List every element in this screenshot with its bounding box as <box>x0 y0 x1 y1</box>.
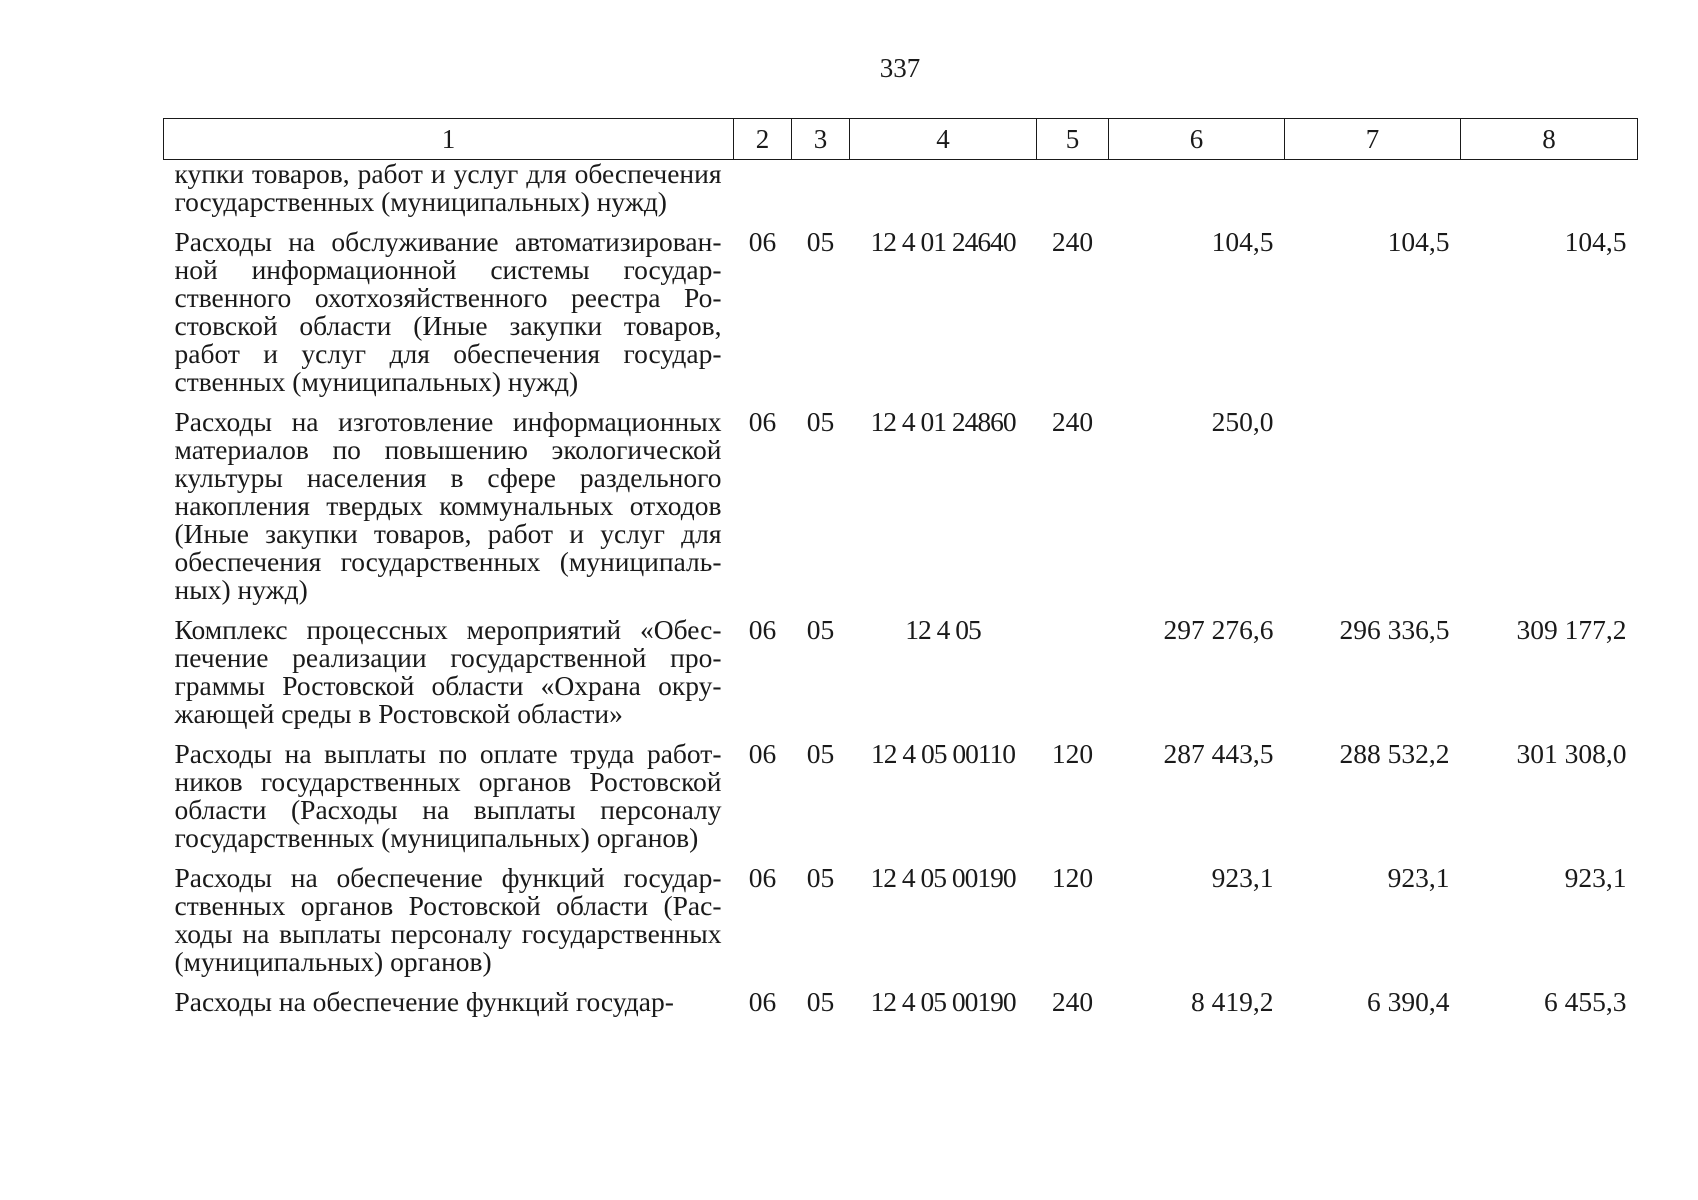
row-section: 06 <box>748 406 777 437</box>
row-target-code: 12 4 01 24640 <box>870 226 1016 257</box>
row-section <box>734 160 792 229</box>
table-row <box>164 616 1638 740</box>
table-header <box>164 119 1638 160</box>
row-amount-col-6: 923,1 <box>1211 862 1274 893</box>
row-expense-type: 120 <box>1051 738 1094 769</box>
row-target-code: 12 4 05 00190 <box>870 986 1016 1017</box>
row-section: 06 <box>748 226 777 257</box>
row-amount-col-7: 104,5 <box>1387 226 1450 257</box>
row-amount-col-6: 297 276,6 <box>1163 614 1274 645</box>
row-expense-type: 240 <box>1051 406 1094 437</box>
row-amount-col-8: 6 455,3 <box>1544 986 1627 1017</box>
row-amount-col-8 <box>1461 408 1638 616</box>
page-number: 337 <box>879 53 921 83</box>
header-col-3: 3 <box>792 119 850 160</box>
row-section: 06 <box>748 738 777 769</box>
header-col-5: 5 <box>1037 119 1109 160</box>
table-row <box>164 988 1638 1028</box>
row-section: 06 <box>748 986 777 1017</box>
row-amount-col-7 <box>1285 408 1461 616</box>
row-target-code <box>850 160 1037 229</box>
row-description: купки товаров, работ и услуг для обеспечения государственных (муниципальных) нужд) <box>174 158 722 217</box>
row-amount-col-6 <box>1109 160 1285 229</box>
row-amount-col-8: 923,1 <box>1564 862 1627 893</box>
row-description: Комплекс процессных мероприятий «Обеспечение реализации государственной программы Ростовской области «Охрана окружающей среды в Ростовской области» <box>174 614 722 729</box>
budget-table <box>163 118 1638 1028</box>
header-col-7: 7 <box>1285 119 1461 160</box>
row-amount-col-7 <box>1285 160 1461 229</box>
row-amount-col-7: 923,1 <box>1387 862 1450 893</box>
row-subsection: 05 <box>806 226 835 257</box>
table-row <box>164 740 1638 864</box>
row-expense-type: 240 <box>1051 986 1094 1017</box>
row-subsection: 05 <box>806 986 835 1017</box>
header-col-8: 8 <box>1461 119 1638 160</box>
row-amount-col-8: 301 308,0 <box>1516 738 1627 769</box>
header-col-4: 4 <box>850 119 1037 160</box>
row-amount-col-8 <box>1461 160 1638 229</box>
row-amount-col-6: 287 443,5 <box>1163 738 1274 769</box>
row-amount-col-6: 8 419,2 <box>1191 986 1274 1017</box>
header-col-2: 2 <box>734 119 792 160</box>
row-description: Расходы на обеспечение функций государ- <box>174 986 674 1017</box>
row-section: 06 <box>748 614 777 645</box>
row-description: Расходы на обслуживание автоматизированной информационной системы государственного охотхозяйственного реестра Ростовской области (Иные закупки товаров, работ и услуг для обеспечения государственных (муниципальных) нужд) <box>174 226 722 397</box>
table-row <box>164 228 1638 408</box>
table-body <box>164 160 1638 1029</box>
row-subsection <box>792 160 850 229</box>
row-subsection: 05 <box>806 738 835 769</box>
row-amount-col-6: 104,5 <box>1211 226 1274 257</box>
row-amount-col-8: 104,5 <box>1564 226 1627 257</box>
row-subsection: 05 <box>806 614 835 645</box>
table-row <box>164 408 1638 616</box>
row-target-code: 12 4 05 00110 <box>870 738 1016 769</box>
row-expense-type: 240 <box>1051 226 1094 257</box>
row-description: Расходы на обеспечение функций государственных органов Ростовской области (Расходы на выплаты персоналу государственных (муниципальных) органов) <box>174 862 722 977</box>
table-row <box>164 864 1638 988</box>
header-row <box>164 119 1638 160</box>
row-subsection: 05 <box>806 406 835 437</box>
header-col-1: 1 <box>164 119 734 160</box>
row-target-code: 12 4 05 <box>905 614 981 645</box>
row-description: Расходы на выплаты по оплате труда работников государственных органов Ростовской области (Расходы на выплаты персоналу государственных (муниципальных) органов) <box>174 738 722 853</box>
row-expense-type: 120 <box>1051 862 1094 893</box>
row-subsection: 05 <box>806 862 835 893</box>
table-row <box>164 160 1638 229</box>
row-section: 06 <box>748 862 777 893</box>
row-target-code: 12 4 05 00190 <box>870 862 1016 893</box>
row-expense-type <box>1037 160 1109 229</box>
row-amount-col-7: 6 390,4 <box>1367 986 1450 1017</box>
row-target-code: 12 4 01 24860 <box>870 406 1016 437</box>
row-amount-col-7: 296 336,5 <box>1339 614 1450 645</box>
row-amount-col-7: 288 532,2 <box>1339 738 1450 769</box>
header-col-6: 6 <box>1109 119 1285 160</box>
row-amount-col-6: 250,0 <box>1211 406 1274 437</box>
row-description: Расходы на изготовление информационных материалов по повышению экологической культуры населения в сфере раздельного накопления твердых коммунальных отходов (Иные закупки товаров, работ и услуг для обеспечения государственных (муниципальных) нужд) <box>174 406 722 605</box>
row-amount-col-8: 309 177,2 <box>1516 614 1627 645</box>
row-expense-type <box>1037 616 1109 740</box>
